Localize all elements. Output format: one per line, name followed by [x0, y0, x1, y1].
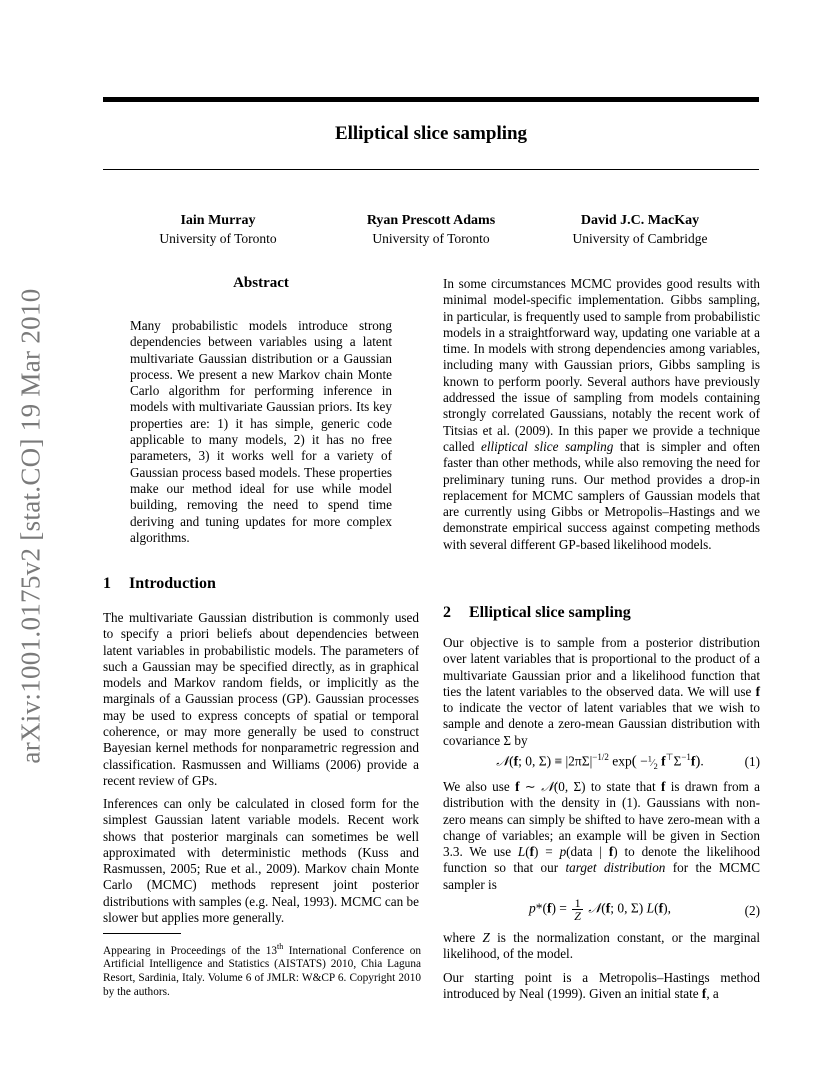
- section-2-paragraph-4: Our starting point is a Metropolis–Hastings method introduced by Neal (1999). Given an initial state f, a: [443, 970, 760, 1002]
- right-column-paragraph-1: [443, 276, 760, 553]
- emphasis-term: elliptical slice sampling: [480, 438, 614, 454]
- paragraph-text: The multivariate Gaussian distribution is commonly used to specify a priori beliefs about dependencies between latent variables in probabilistic models. The parameters of such a Gaussian may be specified directly, as in graphical models and Markov random fields, or implicitly as the marginals of a Gaussian process (GP). Gaussian processes may be used to express concepts of spatial or temporal coherence, or may more generally be used to construct Bayesian kernel methods for nonparametric regression and classification. Rasmussen and Williams (2006) provide a recent review of GPs.: [103, 610, 419, 788]
- author-1: [103, 212, 333, 248]
- paragraph-text-pre: In some circumstances MCMC provides good results with minimal model-specific implementation. Gibbs sampling, in particular, is frequently used to sample from probabilistic models in a straightforward way, updating one variable at a time. In models with strong dependencies among variables, including many with Gaussian priors, Gibbs sampling is known to perform poorly. Several authors have previously addressed the issue of sampling from models containing strongly correlated Gaussians, notably the recent work of Titsias et al. (2009). In this paper we provide a technique called: [443, 276, 760, 454]
- text-run: Our starting point is a Metropolis–Hastings method introduced by Neal (1999). Given an initial state: [443, 970, 760, 1002]
- abstract-heading: Abstract: [233, 275, 289, 291]
- author-affiliation: University of Cambridge: [572, 231, 708, 246]
- text-run: where: [443, 930, 483, 945]
- section-2-paragraph-1: [443, 635, 760, 749]
- footnote-text-post: International Conference on Artificial Intelligence and Statistics (AISTATS) 2010, Chia Laguna Resort, Sardinia, Italy. Volume 6 of JMLR: W&CP 6. Copyright 2010 by the authors.: [103, 944, 421, 998]
- author-3: [525, 212, 755, 248]
- text-run: Our objective is to sample from a posterior distribution over latent variables that is proportional to the product of a multivariate Gaussian prior and a likelihood function that ties the latent variables to the observed data. We will use: [443, 635, 760, 699]
- text-run: is the normalization constant, or the marginal likelihood, of the model.: [443, 930, 761, 962]
- title-rule-top: [103, 97, 759, 102]
- text-run: to indicate the vector of latent variables that we wish to sample and denote a zero-mean Gaussian distribution with covariance Σ by: [443, 700, 760, 748]
- equation-2: p*(f) = $\frac{1}{Z}$ 𝒩(f; 0, Σ) L(f),: [528, 896, 672, 923]
- text-run: to denote the likelihood function so that our: [443, 844, 760, 876]
- paper-title: Elliptical slice sampling: [334, 123, 528, 144]
- abstract-text: [130, 318, 392, 546]
- footnote: [103, 940, 421, 999]
- section-number: 2: [443, 604, 451, 621]
- author-name: Ryan Prescott Adams: [366, 213, 496, 228]
- section-title: Introduction: [129, 575, 216, 592]
- author-name: David J.C. MacKay: [580, 213, 700, 228]
- equation-2-number: (2): [744, 903, 760, 918]
- section-number: 1: [103, 575, 111, 592]
- section-1-paragraph-1: [103, 610, 419, 789]
- emphasis-term: target distribution: [565, 860, 666, 876]
- text-run: is drawn from a distribution with the density in (1). Gaussians with non-zero means can simply be shifted to have zero-mean with a change of variables; an example will be given in Section 3.3. We use: [443, 779, 760, 860]
- footnote-superscript: th: [277, 942, 284, 951]
- text-run: for the MCMC sampler is: [443, 860, 760, 892]
- equation-1-number: (1): [744, 754, 760, 769]
- section-2-paragraph-2: We also use f ∼ 𝒩(0, Σ) to state that f is drawn from a distribution with the density in (1). Gaussians with non-zero means can simply be shifted to have zero-mean with a change of variables; an example will be given in Section 3.3. We use L(f) = p(data | f) to denote the likelihood function so that our target distribution for the MCMC sampler is: [443, 779, 760, 892]
- section-1-heading: [103, 575, 216, 593]
- author-2: [316, 212, 546, 248]
- arxiv-identifier: [11, 286, 51, 766]
- paragraph-text-post: that is simpler and often faster than other methods, while also removing the need for preliminary tuning runs. Our method provides a drop-in replacement for MCMC samplers of Gaussian models that are currently using Gibbs or Metropolis–Hastings and we demonstrate empirical success against competing methods with several different GP-based likelihood models.: [443, 438, 761, 552]
- arxiv-identifier-text: arXiv:1001.0175v2 [stat.CO] 19 Mar 2010: [15, 288, 46, 764]
- equation-1: 𝒩(f; 0, $\Sigma) \equiv |2\pi\Sigma|^{-1/2}$ $\exp( -^1⁄_2$ $f^⊤\Sigma^{-1}f$).: [496, 752, 704, 771]
- title-rule-bottom: [103, 169, 759, 170]
- paragraph-text: Inferences can only be calculated in closed form for the simplest Gaussian latent variable models. Recent work shows that posterior marginals can sometimes be well approximated with deterministic methods (Kuss and Rasmussen, 2005; Rue et al., 2009). Markov chain Monte Carlo (MCMC) methods represent joint posterior distributions with samples (e.g. Neal, 1993). MCMC can be slower but applies more generally.: [103, 796, 419, 926]
- author-affiliation: University of Toronto: [159, 231, 277, 246]
- text-run: to state that: [585, 779, 662, 794]
- section-1-paragraph-2: [103, 796, 419, 926]
- section-title: Elliptical slice sampling: [469, 604, 631, 621]
- author-affiliation: University of Toronto: [372, 231, 490, 246]
- footnote-text-pre: Appearing in Proceedings of the 13: [103, 944, 277, 957]
- abstract-paragraph: Many probabilistic models introduce strong dependencies between variables using a latent multivariate Gaussian distribution or a Gaussian process. We present a new Markov chain Monte Carlo algorithm for performing inference in models with multivariate Gaussian priors. Its key properties are: 1) it has simple, generic code applicable to many models, 2) it has no free parameters, 3) it works well for a variety of Gaussian process based models. These properties make our method ideal for use while model building, removing the need to spend time deriving and tuning updates for more complex algorithms.: [130, 318, 392, 545]
- footnote-rule: [103, 933, 181, 934]
- section-2-paragraph-3: where Z is the normalization constant, or the marginal likelihood, of the model.: [443, 930, 761, 962]
- text-run: , a: [706, 986, 719, 1002]
- section-2-heading: [443, 604, 631, 622]
- author-name: Iain Murray: [180, 213, 256, 228]
- symbol-f: f: [755, 683, 760, 699]
- text-run: We also use: [443, 779, 516, 794]
